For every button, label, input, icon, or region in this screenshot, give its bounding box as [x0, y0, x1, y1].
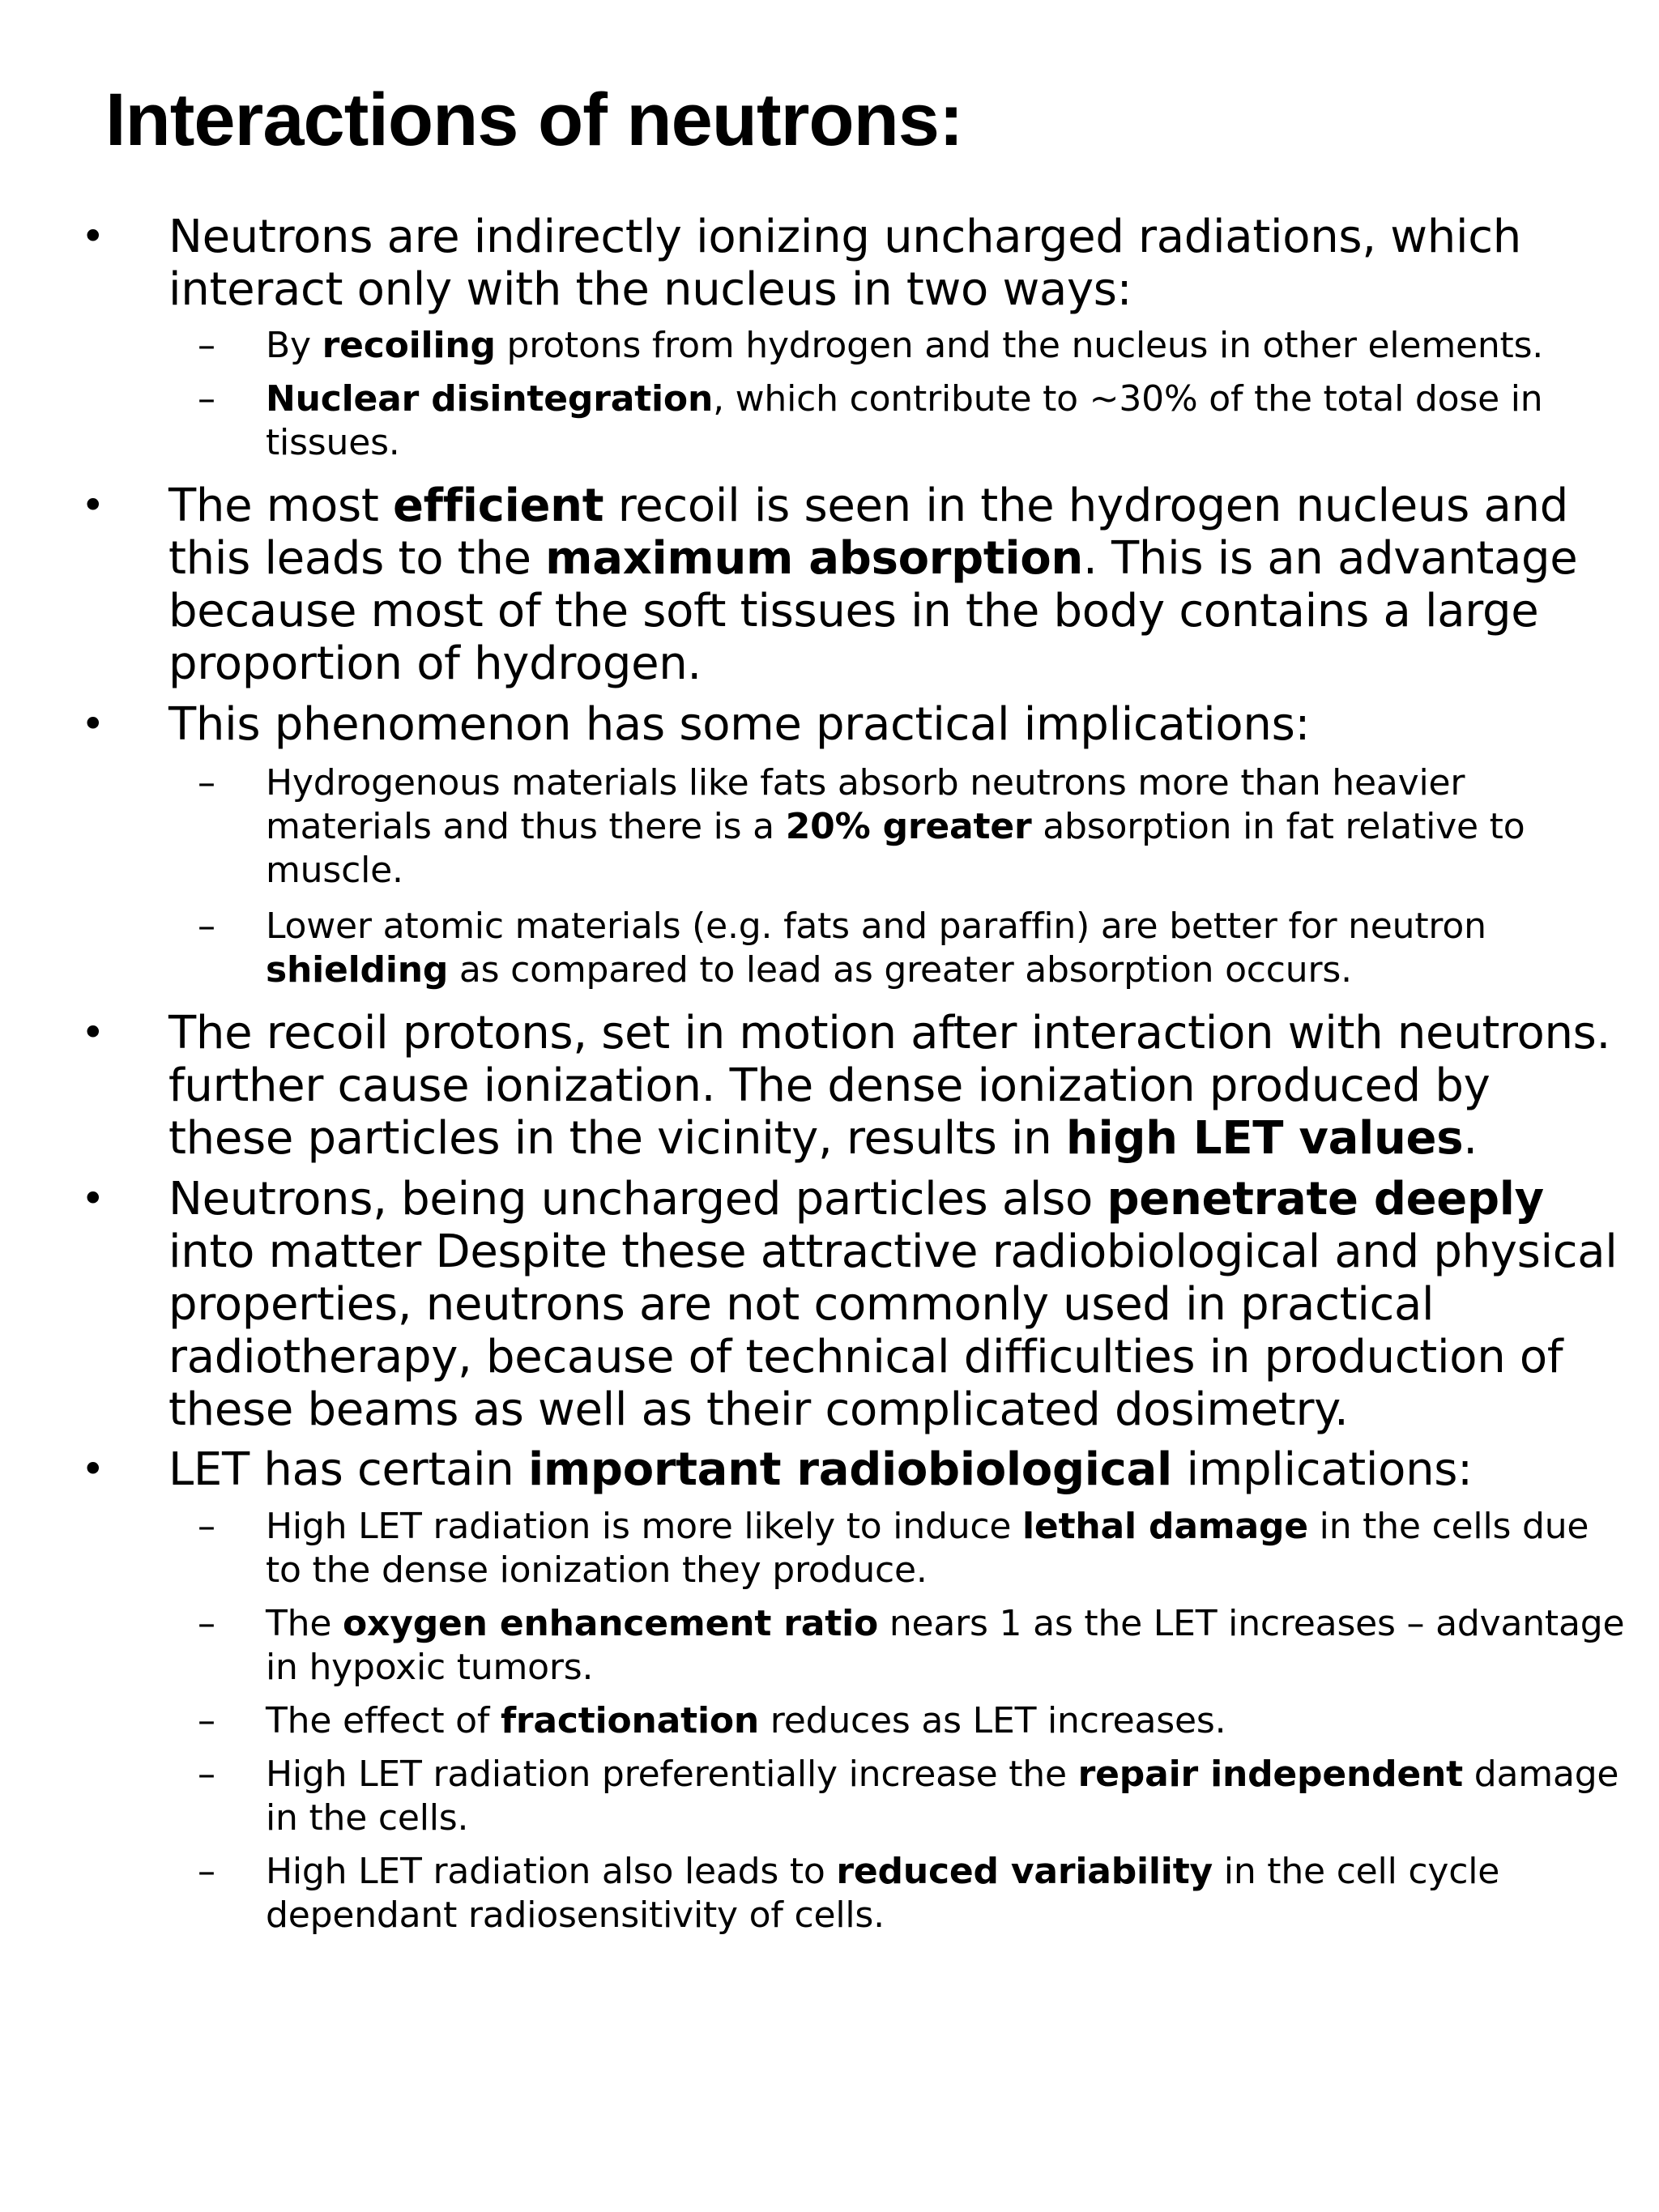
dash-marker: –	[198, 906, 215, 947]
dash-marker: –	[198, 325, 215, 366]
sub-text-bold: reduced variability	[836, 1851, 1213, 1892]
sub-text-post: reduces as LET increases.	[759, 1700, 1226, 1741]
bullet-marker: •	[81, 482, 105, 529]
bullet-item-recoil-protons	[81, 1007, 1618, 1165]
dash-marker: –	[198, 1851, 215, 1892]
dash-marker: –	[198, 762, 215, 803]
bullet-text-pre: The most	[168, 479, 393, 532]
sub-item-nuclear-disintegration	[198, 377, 1635, 465]
sub-item-lethal-damage	[198, 1505, 1635, 1592]
sub-text-post: damage in the cells.	[266, 1754, 1619, 1839]
sub-text-pre: By	[266, 325, 322, 366]
sub-text-pre: High LET radiation preferentially increase the	[266, 1754, 1078, 1795]
dash-marker: –	[198, 1700, 215, 1741]
sub-text-pre: High LET radiation is more likely to induce	[266, 1506, 1023, 1547]
bullet-item-penetrate-deeply	[81, 1173, 1618, 1436]
sub-text-bold: shielding	[266, 949, 449, 991]
sub-text-pre: High LET radiation also leads to	[266, 1851, 837, 1892]
sub-item-hydrogenous-materials	[198, 761, 1635, 893]
bullet-item-efficient-recoil	[81, 479, 1618, 690]
sub-text-bold: lethal damage	[1022, 1506, 1308, 1547]
bullet-text: Neutrons are indirectly ionizing uncharged radiations, which interact only with the nucleus in two ways:	[168, 211, 1521, 316]
sub-item-oxygen-enhancement-ratio	[198, 1602, 1635, 1690]
sub-item-shielding	[198, 905, 1635, 992]
sub-text-post: in the cell cycle dependant radiosensitivity of cells.	[266, 1851, 1500, 1936]
bullet-text-post: into matter Despite these attractive radiobiological and physical properties, neutrons are not commonly used in practical radiotherapy, because of technical difficulties in production of these beams as well as their complicated dosimetry.	[168, 1225, 1618, 1436]
sub-item-reduced-variability	[198, 1850, 1635, 1937]
bullet-marker: •	[81, 701, 105, 748]
sub-text-bold: recoiling	[322, 325, 496, 366]
sub-text-bold: 20% greater	[785, 806, 1032, 847]
sub-text-bold: fractionation	[500, 1700, 760, 1741]
bullet-marker: •	[81, 1009, 105, 1056]
sub-text-post: as compared to lead as greater absorption occurs.	[448, 949, 1352, 991]
bullet-marker: •	[81, 213, 105, 260]
bullet-text: This phenomenon has some practical implications:	[168, 698, 1311, 751]
bullet-text-pre: LET has certain	[168, 1443, 528, 1496]
bullet-marker: •	[81, 1446, 105, 1493]
bullet-text-pre: The recoil protons, set in motion after interaction with neutrons. further cause ionization. The dense ionization produced by these particles in the vicinity, results in	[168, 1007, 1611, 1165]
sub-text-post: in the cells due to the dense ionization they produce.	[266, 1506, 1589, 1591]
dash-marker: –	[198, 1754, 215, 1795]
sub-text-post: protons from hydrogen and the nucleus in other elements.	[495, 325, 1544, 366]
bullet-text-bold: high LET values	[1065, 1112, 1464, 1165]
bullet-item-neutron-interactions	[81, 211, 1618, 316]
bullet-text-mid: recoil is seen in the hydrogen nucleus and this leads to the	[168, 479, 1568, 585]
bullet-text-post: . This is an advantage because most of the soft tissues in the body contains a large proportion of hydrogen.	[168, 532, 1578, 690]
bullet-text-bold: efficient	[393, 479, 604, 532]
sub-text-bold: repair independent	[1077, 1754, 1463, 1795]
dash-marker: –	[198, 1603, 215, 1644]
bullet-text-bold: maximum absorption	[545, 532, 1083, 585]
sub-text-bold: oxygen enhancement ratio	[343, 1603, 879, 1644]
sub-item-fractionation	[198, 1699, 1635, 1743]
dash-marker: –	[198, 1506, 215, 1547]
sub-text-pre: Lower atomic materials (e.g. fats and paraffin) are better for neutron	[266, 906, 1486, 947]
bullet-text-post: implications:	[1171, 1443, 1473, 1496]
bullet-item-let-implications	[81, 1443, 1618, 1496]
bullet-text-bold: penetrate deeply	[1107, 1173, 1544, 1225]
sub-item-repair-independent	[198, 1753, 1635, 1840]
bullet-text-post: .	[1463, 1112, 1478, 1165]
bullet-marker: •	[81, 1175, 105, 1222]
sub-text-post: , which contribute to ~30% of the total dose in tissues.	[266, 378, 1543, 463]
sub-text-post: absorption in fat relative to muscle.	[266, 806, 1525, 891]
sub-text-pre: The effect of	[266, 1700, 501, 1741]
page-title: Interactions of neutrons:	[105, 79, 963, 161]
sub-text-pre: The	[266, 1603, 343, 1644]
bullet-item-practical-implications	[81, 698, 1618, 751]
bullet-text-pre: Neutrons, being uncharged particles also	[168, 1173, 1107, 1225]
sub-item-recoiling	[198, 324, 1635, 368]
sub-text-post: nears 1 as the LET increases – advantage in hypoxic tumors.	[266, 1603, 1625, 1688]
sub-text-bold: Nuclear disintegration	[266, 378, 714, 420]
dash-marker: –	[198, 378, 215, 420]
bullet-text-bold: important radiobiological	[527, 1443, 1172, 1496]
sub-text-pre: Hydrogenous materials like fats absorb neutrons more than heavier materials and thus there is a	[266, 762, 1465, 847]
